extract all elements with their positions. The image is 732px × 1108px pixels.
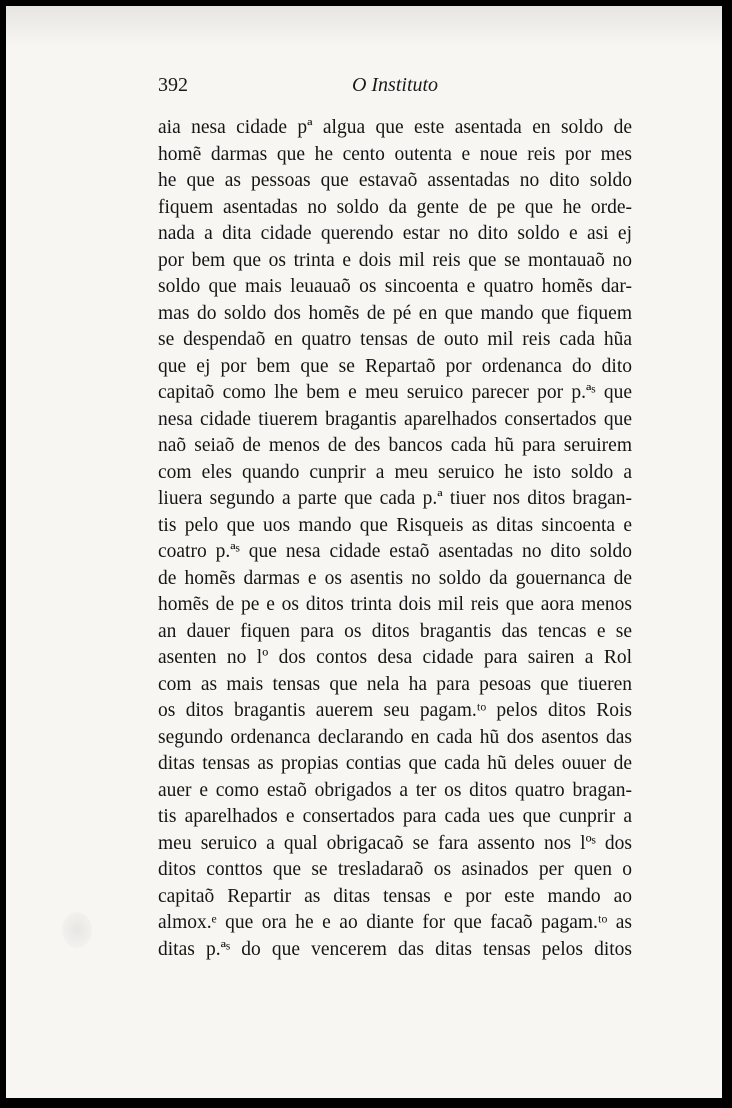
text-line: de homẽs darmas e os asentis no soldo da gouernanca de bbox=[158, 567, 632, 589]
text-line: homẽs de pe e os ditos trinta dois mil reis que aora menos bbox=[158, 594, 632, 615]
text-line: auer e como estaõ obrigados a ter os ditos quatro bragan- bbox=[158, 779, 632, 801]
text-line: com eles quando cunprir a meu seruico he isto soldo a bbox=[158, 461, 632, 483]
text-line: meu seruico a qual obrigacaõ se fara assento nos lºˢ dos bbox=[158, 832, 632, 854]
body-text bbox=[158, 115, 632, 963]
text-line: capitaõ como lhe bem e meu seruico parecer por p.ªˢ que bbox=[158, 382, 632, 403]
text-line: soldo que mais leuauaõ os sincoenta e quatro homẽs dar- bbox=[158, 276, 632, 297]
book-page bbox=[6, 6, 722, 1098]
text-line: ditos conttos que se tresladaraõ os asinados per quen o bbox=[158, 859, 632, 880]
text-line: com as mais tensas que nela ha para pesoas que tiueren bbox=[158, 673, 632, 695]
top-shading bbox=[6, 6, 722, 46]
text-line: homẽ darmas que he cento outenta e noue reis por mes bbox=[158, 143, 632, 165]
text-line: almox.ᵉ que ora he e ao diante for que facaõ pagam.ᵗᵒ as bbox=[158, 912, 632, 933]
text-line: os ditos bragantis auerem seu pagam.ᵗᵒ pelos ditos Rois bbox=[158, 700, 632, 721]
text-line: nada a dita cidade querendo estar no dito soldo e asi ej bbox=[158, 223, 632, 244]
running-title: O Instituto bbox=[351, 74, 439, 96]
text-line: liuera segundo a parte que cada p.ª tiuer nos ditos bragan- bbox=[158, 488, 632, 509]
text-line: ditas p.ªˢ do que vencerem das ditas tensas pelos ditos bbox=[158, 938, 632, 960]
text-line: fiquem asentadas no soldo da gente de pe que he orde- bbox=[158, 196, 632, 218]
text-line: segundo ordenanca declarando en cada hũ dos asentos das bbox=[158, 726, 632, 748]
text-line: aia nesa cidade pª algua que este asentada en soldo de bbox=[158, 117, 632, 138]
text-line: an dauer fiquen para os ditos bragantis das tencas e se bbox=[158, 620, 632, 642]
page-number: 392 bbox=[158, 74, 188, 96]
text-line: coatro p.ªˢ que nesa cidade estaõ asentadas no dito soldo bbox=[158, 541, 632, 562]
text-line: asenten no lº dos contos desa cidade para sairen a Rol bbox=[158, 647, 632, 668]
page-smudge bbox=[62, 912, 92, 948]
text-line: nesa cidade tiuerem bragantis aparelhados consertados que bbox=[158, 408, 632, 430]
text-line: tis pelo que uos mando que Risqueis as ditas sincoenta e bbox=[158, 514, 632, 536]
text-line: mas do soldo dos homẽs de pé en que mando que fiquem bbox=[158, 302, 632, 324]
text-line: se despendaõ en quatro tensas de outo mil reis cada hũa bbox=[158, 329, 632, 350]
text-line: he que as pessoas que estavaõ assentadas no dito soldo bbox=[158, 170, 632, 191]
text-line: tis aparelhados e consertados para cada ues que cunprir a bbox=[158, 806, 632, 827]
text-line: que ej por bem que se Repartaõ por ordenanca do dito bbox=[158, 355, 632, 377]
page-header bbox=[158, 70, 632, 100]
text-line: ditas tensas as propias contias que cada hũ deles ouuer de bbox=[158, 753, 632, 774]
text-line: naõ seiaõ de menos de des bancos cada hũ para seruirem bbox=[158, 435, 632, 456]
text-line: capitaõ Repartir as ditas tensas e por este mando ao bbox=[158, 885, 632, 907]
text-line: por bem que os trinta e dois mil reis que se montauaõ no bbox=[158, 249, 632, 271]
